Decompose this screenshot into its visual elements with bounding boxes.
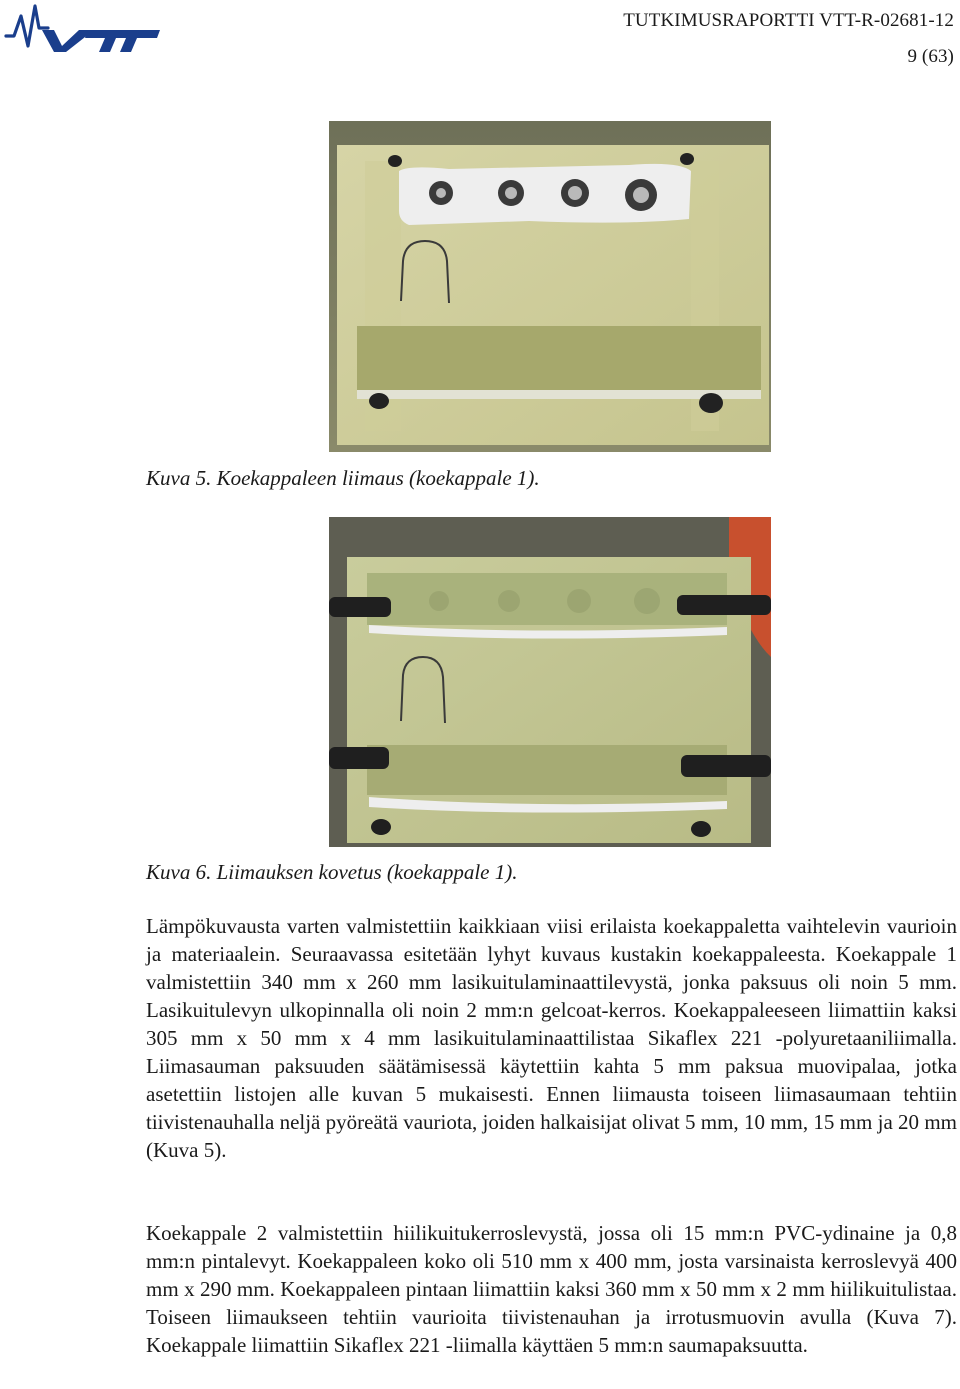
page-number: 9 (63) <box>907 46 954 67</box>
report-id: TUTKIMUSRAPORTTI VTT-R-02681-12 <box>623 10 954 31</box>
figure-photo-specimen-bonding <box>329 121 771 452</box>
figure-caption: Kuva 6. Liimauksen kovetus (koekappale 1). <box>146 860 518 884</box>
body-paragraph: Koekappale 2 valmistettiin hiilikuitukerroslevystä, jossa oli 15 mm:n PVC-ydinaine ja 0,8 mm:n pintalevyt. Koekappaleen koko oli 510 mm x 400 mm, josta varsinaista kerroslevyä 400 mm x 290 mm. Koekappaleen pintaan liimattiin kaksi 360 mm x 50 mm x 2 mm hiilikuitulistaa. Toiseen liimaukseen tehtiin vaurioita tiivistenauhan ja irrotusmuovin avulla (Kuva 7). Koekappale liimattiin Sikaflex 221 -liimalla käyttäen 5 mm:n saumapaksuutta. <box>146 1221 957 1357</box>
body-paragraph: Lämpökuvausta varten valmistettiin kaikkiaan viisi erilaista koekappaletta vaihtelevin vaurioin ja materiaalein. Seuraavassa esitetään lyhyt kuvaus kustakin koekappaleesta. Koekappale 1 valmistettiin 340 mm x 260 mm lasikuitulaminaattilevystä, jonka paksuus oli noin 5 mm. Lasikuitulevyn ulkopinnalla oli noin 2 mm:n gelcoat-kerros. Koekappaleeseen liimattiin kaksi 305 mm x 50 mm x 4 mm lasikuitulaminaattilistaa Sikaflex 221 -polyuretaaniliimalla. Liimasauman paksuuden säätämisessä käytettiin kahta 5 mm paksua muovipalaa, jotka asetettiin listojen alle kuvan 5 mukaisesti. Ennen liimausta toiseen liimasaumaan tehtiin tiivistenauhalla neljä pyöreätä vauriota, joiden halkaisijat olivat 5 mm, 10 mm, 15 mm ja 20 mm (Kuva 5). <box>146 914 957 1162</box>
vtt-logo <box>4 2 166 52</box>
logo-text: VTT <box>164 50 166 51</box>
figure-caption: Kuva 5. Koekappaleen liimaus (koekappale 1). <box>146 466 540 490</box>
figure-photo-adhesive-curing <box>329 517 771 847</box>
